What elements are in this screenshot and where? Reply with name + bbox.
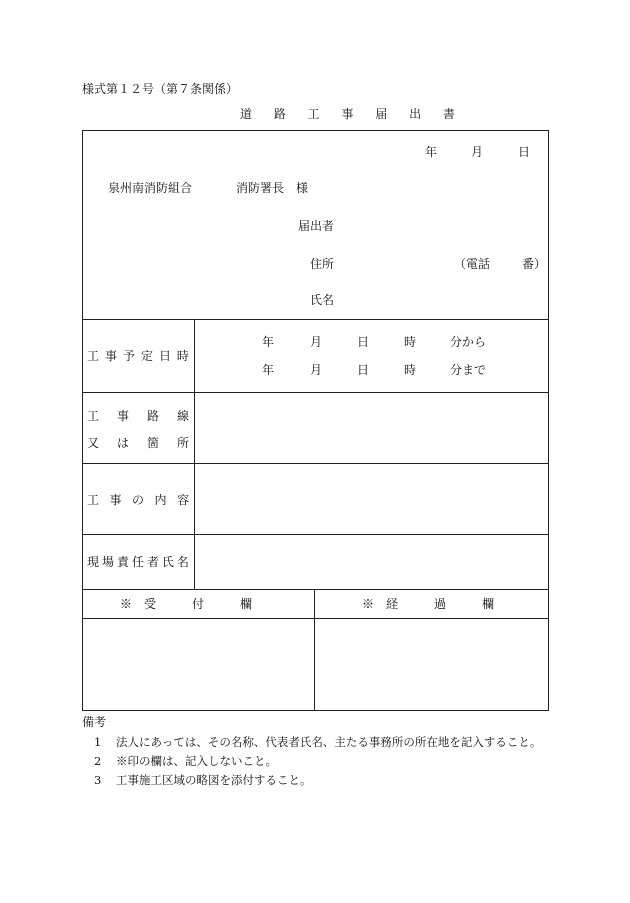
label-char: 現: [87, 555, 100, 569]
label-char: 場: [101, 555, 114, 569]
supervisor-label-text: [87, 556, 189, 568]
supervisor-label: [87, 556, 189, 568]
route-label-line1-text: [87, 410, 189, 422]
reception-column-header: ※ 受 付 欄: [120, 597, 253, 611]
document-title: 道 路 工 事 届 出 書: [240, 107, 464, 121]
schedule-start-day: 日: [357, 335, 370, 349]
label-char: 容: [176, 493, 189, 507]
label-char: 箇: [146, 436, 159, 450]
schedule-start-month: 月: [310, 335, 323, 349]
label-char: 日: [158, 349, 171, 363]
notes-title: 備考: [82, 715, 107, 729]
row-divider-applicant: [82, 319, 549, 320]
date-day: 日: [518, 145, 531, 159]
note-item: [94, 756, 277, 768]
note-number: 2: [94, 754, 102, 768]
note-item: [94, 775, 312, 787]
address-label: 住所: [310, 257, 335, 271]
label-char: 事: [109, 493, 122, 507]
route-label-line2-text: [87, 437, 189, 449]
label-char: 工: [87, 409, 100, 423]
label-char: 定: [140, 349, 153, 363]
note-item: [94, 737, 541, 749]
form-number: 様式第１２号（第７条関係）: [82, 82, 239, 96]
progress-column-header: ※ 経 過 欄: [362, 597, 495, 611]
label-char: 内: [154, 493, 167, 507]
label-char: 工: [87, 493, 100, 507]
schedule-start-year: 年: [262, 335, 275, 349]
label-char: 者: [146, 555, 159, 569]
schedule-end-hour: 時: [404, 363, 417, 377]
label-char: 工: [87, 349, 100, 363]
label-char: は: [116, 436, 129, 450]
schedule-label-text: [87, 350, 189, 362]
note-text: 法人にあっては、その名称、代表者氏名、主たる事務所の所在地を記入すること。: [116, 735, 542, 749]
row-divider-supervisor: [82, 589, 549, 590]
date-month: 月: [471, 145, 484, 159]
label-char: 事: [104, 349, 117, 363]
row-divider-office-header: [82, 618, 549, 619]
schedule-end-day: 日: [357, 363, 370, 377]
label-char: 任: [131, 555, 144, 569]
name-label: 氏名: [310, 293, 335, 307]
office-column-divider: [314, 589, 315, 711]
addressee-title: 消防署長 様: [236, 181, 309, 195]
schedule-start-hour: 時: [404, 335, 417, 349]
date-year: 年: [425, 145, 438, 159]
phone-label-open: （電話: [454, 257, 491, 271]
row-divider-content: [82, 534, 549, 535]
row-divider-schedule: [82, 392, 549, 393]
label-column-divider: [194, 319, 195, 589]
addressee-organization: 泉州南消防組合: [108, 181, 193, 195]
note-text: 工事施工区域の略図を添付すること。: [116, 773, 312, 787]
phone-label-close: 番）: [522, 257, 547, 271]
label-char: 所: [176, 436, 189, 450]
label-char: 事: [116, 409, 129, 423]
label-char: 予: [122, 349, 135, 363]
label-char: 名: [176, 555, 189, 569]
note-number: 3: [94, 773, 102, 787]
note-text: ※印の欄は、記入しないこと。: [116, 754, 277, 768]
label-char: 又: [87, 436, 100, 450]
schedule-start-minute: 分から: [450, 335, 487, 349]
schedule-end-year: 年: [262, 363, 275, 377]
label-char: 責: [116, 555, 129, 569]
route-label-line2: [87, 437, 189, 449]
schedule-end-minute: 分まで: [450, 363, 487, 377]
label-char: の: [131, 493, 144, 507]
route-label-line1: [87, 410, 189, 422]
schedule-label: [87, 350, 189, 362]
note-number: 1: [94, 735, 102, 749]
notifier-label: 届出者: [298, 219, 335, 233]
row-divider-route: [82, 463, 549, 464]
label-char: 氏: [161, 555, 174, 569]
label-char: 線: [176, 409, 189, 423]
content-label-text: [87, 494, 189, 506]
schedule-end-month: 月: [310, 363, 323, 377]
content-label: [87, 494, 189, 506]
label-char: 路: [146, 409, 159, 423]
label-char: 時: [176, 349, 189, 363]
